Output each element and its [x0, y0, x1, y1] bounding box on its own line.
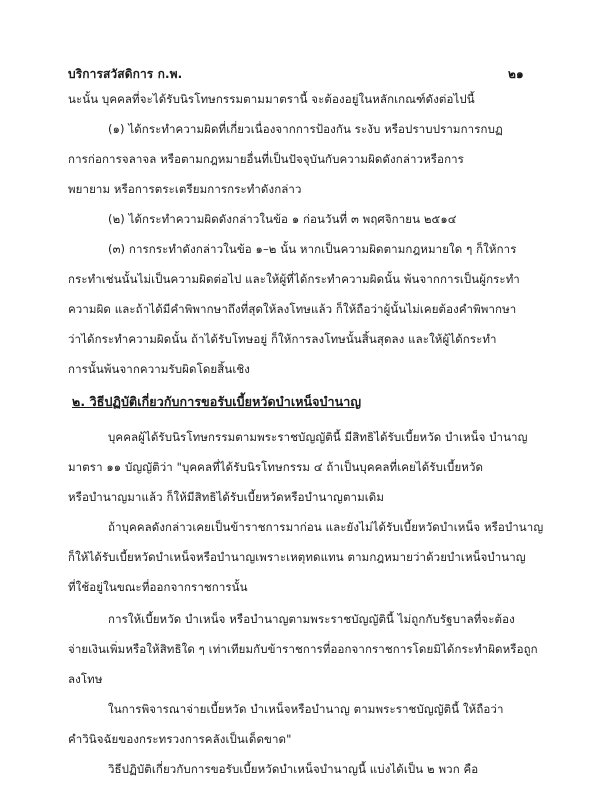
body-line: ถ้าบุคคลดังกล่าวเคยเป็นข้าราชการมาก่อน และยังไม่ได้รับเบี้ยหวัดบำเหน็จ หรือบำนาญ — [108, 520, 544, 534]
body-line: ในการพิจารณาจ่ายเบี้ยหวัด บำเหน็จหรือบำนาญ ตามพระราชบัญญัตินี้ ให้ถือว่า — [108, 702, 504, 716]
body-line: หรือบำนาญมาแล้ว ก็ให้มีสิทธิได้รับเบี้ยหวัดหรือบำนาญตามเดิม — [68, 490, 385, 504]
body-line: (๑) ได้กระทำความผิดที่เกี่ยวเนื่องจากการป้องกัน ระงับ หรือปราบปรามการกบฏ — [108, 122, 503, 136]
body-line: การให้เบี้ยหวัด บำเหน็จ หรือบำนาญตามพระราชบัญญัตินี้ ไม่ถูกกับรัฐบาลที่จะต้อง — [108, 612, 515, 626]
body-line: การนั้นพ้นจากความรับผิดโดยสิ้นเชิง — [68, 362, 251, 376]
body-line: ลงโทษ — [68, 672, 103, 686]
body-line: วิธีปฏิบัติเกี่ยวกับการขอรับเบี้ยหวัดบำเหน็จบำนาญนี้ แบ่งได้เป็น ๒ พวก คือ — [108, 762, 479, 776]
body-line: การก่อการจลาจล หรือตามกฎหมายอื่นที่เป็นปัจจุบันกับความผิดดังกล่าวหรือการ — [68, 152, 464, 166]
body-line: บุคคลผู้ได้รับนิรโทษกรรมตามพระราชบัญญัตินี้ มีสิทธิได้รับเบี้ยหวัด บำเหน็จ บำนาญ — [108, 430, 528, 444]
body-line: มาตรา ๑๑ บัญญัติว่า "บุคคลที่ได้รับนิรโทษกรรม ๔ ถ้าเป็นบุคคลที่เคยได้รับเบี้ยหวัด — [68, 460, 484, 474]
body-line: จ่ายเงินเพิ่มหรือให้สิทธิใด ๆ เท่าเทียมกับข้าราชการที่ออกจากราชการโดยมิได้กระทำผิดหรือถูก — [68, 642, 538, 656]
body-line: (๓) การกระทำดังกล่าวในข้อ ๑–๒ นั้น หากเป็นความผิดตามกฎหมายใด ๆ ก็ให้การ — [108, 242, 517, 256]
body-line: กระทำเช่นนั้นไม่เป็นความผิดต่อไป และให้ผู้ที่ได้กระทำความผิดนั้น พ้นจากการเป็นผู้กระทำ — [68, 272, 520, 286]
body-line: คำวินิจฉัยของกระทรวงการคลังเป็นเด็ดขาด" — [68, 732, 292, 746]
body-line: ก็ให้ได้รับเบี้ยหวัดบำเหน็จหรือบำนาญเพราะเหตุทดแทน ตามกฎหมายว่าด้วยบำเหน็จบำนาญ — [68, 550, 526, 564]
header-title: บริการสวัสดิการ ก.พ. — [68, 67, 183, 81]
body-line: พยายาม หรือการตระเตรียมการกระทำดังกล่าว — [68, 182, 302, 196]
body-line: ที่ใช้อยู่ในขณะที่ออกจากราชการนั้น — [68, 580, 248, 594]
section-heading: ๒. วิธีปฏิบัติเกี่ยวกับการขอรับเบี้ยหวัดบำเหน็จบำนาญ — [72, 394, 362, 409]
body-line: ความผิด และถ้าได้มีคำพิพากษาถึงที่สุดให้ลงโทษแล้ว ก็ให้ถือว่าผู้นั้นไม่เคยต้องคำพิพากษา — [68, 302, 517, 316]
page-number: ๒๑ — [508, 67, 524, 81]
body-line: นะนั้น บุคคลที่จะได้รับนิรโทษกรรมตามมาตรานี้ จะต้องอยู่ในหลักเกณฑ์ดังต่อไปนี้ — [68, 92, 475, 106]
body-line: ว่าได้กระทำความผิดนั้น ถ้าได้รับโทษอยู่ ก็ให้การลงโทษนั้นสิ้นสุดลง และให้ผู้ได้กระทำ — [68, 332, 497, 346]
body-line: (๒) ได้กระทำความผิดดังกล่าวในข้อ ๑ ก่อนวันที่ ๓ พฤศจิกายน ๒๕๑๔ — [108, 212, 457, 226]
